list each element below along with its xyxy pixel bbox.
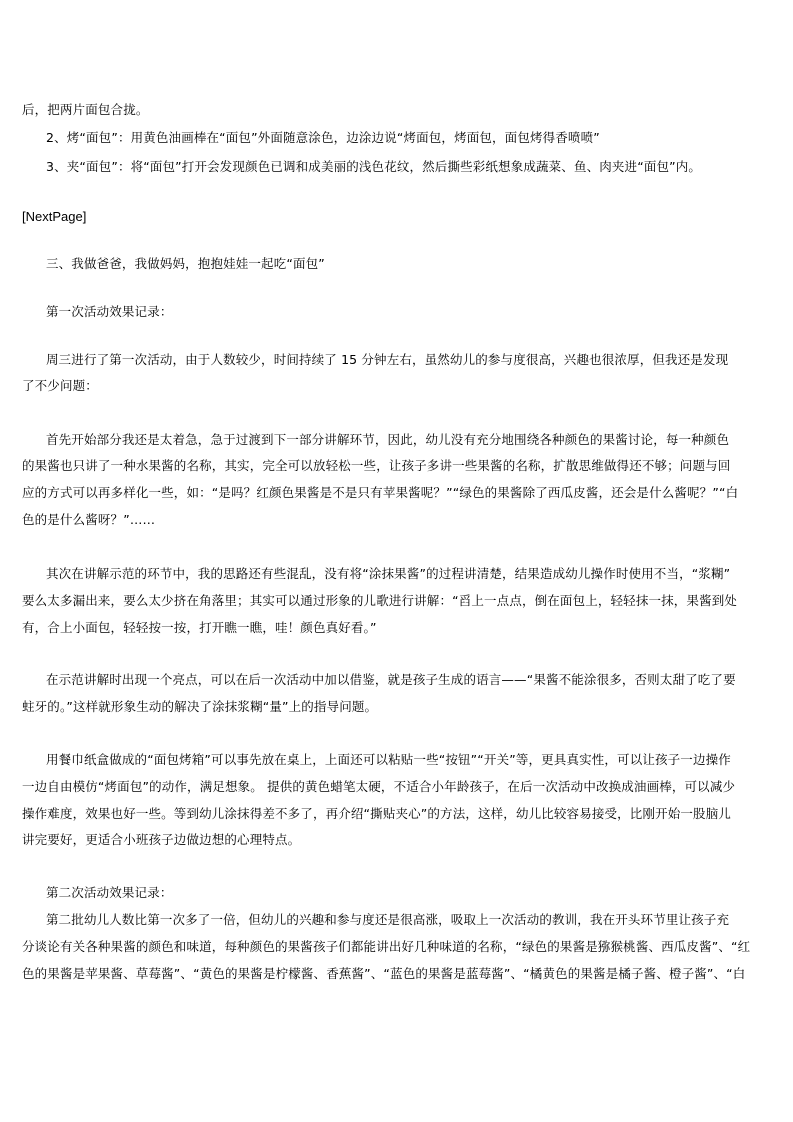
text-line: 其次在讲解示范的环节中，我的思路还有些混乱，没有将“涂抹果酱”的过程讲清楚，结果造成幼儿操作时使用不当，“浆糊” <box>46 566 731 581</box>
section-heading: 三、我做爸爸，我做妈妈，抱抱娃娃一起吃“面包” <box>46 256 325 271</box>
text-line: 第二次活动效果记录： <box>46 885 173 900</box>
text-line: 有，合上小面包，轻轻按一按，打开瞧一瞧，哇！颜色真好看。” <box>22 620 377 635</box>
text-line: 色的是什么酱呀？”…… <box>22 512 156 527</box>
text-line: 要么太多漏出来，要么太少挤在角落里；其实可以通过形象的儿歌进行讲解：“舀上一点点，倒在面包上，轻轻抹一抹，果酱到处 <box>22 593 738 608</box>
next-page-marker: [NextPage] <box>22 209 87 224</box>
text-line: 用餐巾纸盒做成的“面包烤箱”可以事先放在桌上，上面还可以粘贴一些“按钮”“开关”等，更具真实性，可以让孩子一边操作 <box>46 752 731 767</box>
text-line: 3、夹“面包”：将“面包”打开会发现颜色已调和成美丽的浅色花纹，然后撕些彩纸想象成蔬菜、鱼、肉夹进“面包”内。 <box>46 159 702 174</box>
text-line: 讲完要好，更适合小班孩子边做边想的心理特点。 <box>22 832 301 847</box>
text-line: 分谈论有关各种果酱的颜色和味道，每种颜色的果酱孩子们都能讲出好几种味道的名称，“绿色的果酱是猕猴桃酱、西瓜皮酱”、“红 <box>22 939 751 954</box>
text-line: 第一次活动效果记录： <box>46 304 173 319</box>
text-line: 应的方式可以再多样化一些，如：“是吗？红颜色果酱是不是只有苹果酱呢？”“绿色的果酱除了西瓜皮酱，还会是什么酱呢？”“白 <box>22 485 739 500</box>
text-line: 在示范讲解时出现一个亮点，可以在后一次活动中加以借鉴，就是孩子生成的语言——“果酱不能涂很多，否则太甜了吃了要 <box>46 672 736 687</box>
text-line: 第二批幼儿人数比第一次多了一倍，但幼儿的兴趣和参与度还是很高涨，吸取上一次活动的教训，我在开头环节里让孩子充 <box>46 912 730 927</box>
text-line: 操作难度，效果也好一些。等到幼儿涂抹得差不多了，再介绍“撕贴夹心”的方法，这样，幼儿比较容易接受，比刚开始一股脑儿 <box>22 806 732 821</box>
text-line: 蛀牙的。”这样就形象生动的解决了涂抹浆糊“量”上的指导问题。 <box>22 699 378 714</box>
text-line: 的果酱也只讲了一种水果酱的名称，其实，完全可以放轻松一些，让孩子多讲一些果酱的名称，扩散思维做得还不够；问题与回 <box>22 458 731 473</box>
text-line: 了不少问题： <box>22 378 98 393</box>
text-line: 后，把两片面包合拢。 <box>22 102 149 117</box>
text-line: 色的果酱是苹果酱、草莓酱”、“黄色的果酱是柠檬酱、香蕉酱”、“蓝色的果酱是蓝莓酱”、“橘黄色的果酱是橘子酱、橙子酱”、“白 <box>22 966 746 981</box>
text-line: 周三进行了第一次活动，由于人数较少，时间持续了 15 分钟左右，虽然幼儿的参与度很高，兴趣也很浓厚，但我还是发现 <box>46 352 729 367</box>
text-line: 2、烤“面包”：用黄色油画棒在“面包”外面随意涂色，边涂边说“烤面包，烤面包，面包烤得香喷喷” <box>46 130 600 145</box>
text-line: 首先开始部分我还是太着急，急于过渡到下一部分讲解环节，因此，幼儿没有充分地围绕各种颜色的果酱讨论，每一种颜色 <box>46 432 730 447</box>
text-line: 一边自由模仿“烤面包”的动作，满足想象。 提供的黄色蜡笔太硬，不适合小年龄孩子，在后一次活动中改换成油画棒，可以减少 <box>22 779 736 794</box>
